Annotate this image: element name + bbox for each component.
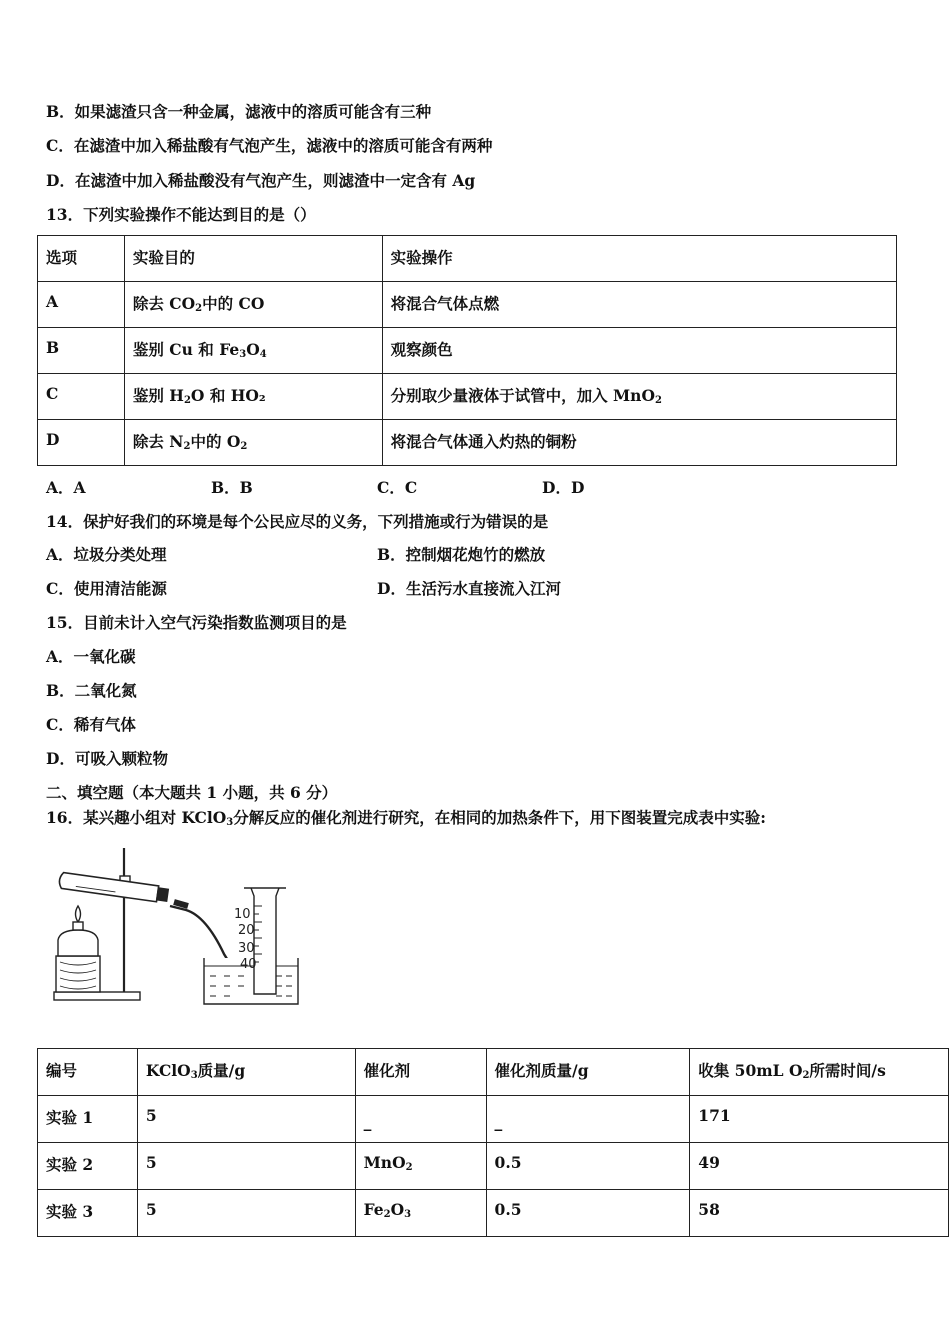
table-row [38,1096,949,1143]
q14-stem: 14．保护好我们的环境是每个公民应尽的义务，下列措施或行为错误的是 [46,512,549,531]
header-text: 质量/g [197,1061,246,1080]
catalyst-text: MnO [363,1153,406,1172]
header-cell: 编号 [38,1049,138,1096]
header-text: 所需时间/s [809,1061,886,1080]
header-cell: 选项 [38,236,125,282]
option-cell: A [38,282,125,328]
subscript: 2 [183,441,191,452]
option-cell: D [38,420,125,466]
subscript: 3 [226,817,234,828]
operation-cell [382,374,896,420]
subscript: 2 [405,1162,413,1173]
subscript: 3 [404,1209,412,1220]
header-cell [690,1049,949,1096]
subscript: 2 [802,1070,810,1081]
operation-text: 分别取少量液体于试管中，加入 MnO [390,386,655,405]
kclo3-cell: 5 [137,1143,355,1190]
table-row [38,282,897,328]
q12-option-c: C．在滤渣中加入稀盐酸有气泡产生，滤液中的溶质可能含有两种 [46,136,493,155]
cylinder-mark-30: 30 [238,941,255,956]
goal-text: 除去 CO [132,294,196,313]
kclo3-cell: 5 [137,1190,355,1237]
catalyst-mass-cell: 0.5 [486,1190,690,1237]
table-row [38,1143,949,1190]
table-header-row [38,236,897,282]
q15-stem: 15．目前未计入空气污染指数监测项目的是 [46,613,347,632]
table-row [38,420,897,466]
time-cell: 58 [690,1190,949,1237]
operation-cell: 将混合气体通入灼热的铜粉 [382,420,896,466]
option-cell: B [38,328,125,374]
q16-table [37,1048,949,1237]
alcohol-lamp [58,930,98,956]
q15-option-c: C．稀有气体 [46,715,136,734]
q13-answer-c: C．C [377,478,418,497]
catalyst-mass-cell [486,1096,690,1143]
table-row [38,328,897,374]
catalyst-mass-text: _ [494,1112,503,1131]
table-row [38,374,897,420]
q13-answer-d: D．D [542,478,585,497]
header-cell: 实验操作 [382,236,896,282]
goal-text: 中的 O [190,432,241,451]
q13-table [37,235,897,466]
goal-cell [124,282,382,328]
id-cell: 实验 2 [38,1143,138,1190]
experiment-apparatus-diagram [46,844,306,1010]
id-cell: 实验 1 [38,1096,138,1143]
q16-stem [46,808,766,833]
header-cell: 实验目的 [124,236,382,282]
q16-stem-text: 16．某兴趣小组对 KClO [46,808,227,827]
q14-option-a: A．垃圾分类处理 [46,545,167,564]
subscript: 2 [383,1209,391,1220]
subscript: 2 [240,441,248,452]
catalyst-text: _ [363,1112,372,1131]
subscript: 2 [654,395,662,406]
id-cell: 实验 3 [38,1190,138,1237]
operation-cell: 将混合气体点燃 [382,282,896,328]
goal-cell [124,374,382,420]
cylinder-mark-20: 20 [238,923,255,938]
goal-text: O [246,340,260,359]
table-row [38,1190,949,1237]
subscript: 2 [195,303,203,314]
cylinder-mark-40: 40 [240,957,257,972]
header-text: KClO [145,1061,191,1080]
goal-cell [124,420,382,466]
goal-text: 中的 CO [202,294,265,313]
time-cell: 171 [690,1096,949,1143]
subscript: 3 [239,349,247,360]
goal-text: 鉴别 Cu 和 Fe [132,340,240,359]
goal-text: 鉴别 H [132,386,184,405]
goal-text: O 和 H [190,386,246,405]
table-header-row [38,1049,949,1096]
q13-answer-b: B．B [211,478,253,497]
q16-stem-text: 分解反应的催化剂进行研究，在相同的加热条件下，用下图装置完成表中实验: [233,808,766,827]
header-cell: 催化剂 [355,1049,486,1096]
catalyst-cell [355,1190,486,1237]
q15-option-b: B．二氧化氮 [46,681,137,700]
section-title: 二、填空题（本大题共 1 小题，共 6 分） [46,783,338,802]
goal-text: 除去 N [132,432,184,451]
q13-stem: 13．下列实验操作不能达到目的是（） [46,205,316,224]
subscript: 4 [259,349,267,360]
q15-option-a: A．一氧化碳 [46,647,136,666]
cylinder-mark-10: 10 [234,907,251,922]
q14-option-b: B．控制烟花炮竹的燃放 [377,545,546,564]
header-text: 收集 50mL O [698,1061,803,1080]
catalyst-cell [355,1143,486,1190]
q15-option-d: D．可吸入颗粒物 [46,749,168,768]
catalyst-text: O [390,1200,405,1219]
subscript: 3 [190,1070,198,1081]
kclo3-cell: 5 [137,1096,355,1143]
header-cell [137,1049,355,1096]
stand-base [54,992,140,1000]
option-cell: C [38,374,125,420]
q14-option-d: D．生活污水直接流入江河 [377,579,561,598]
operation-cell: 观察颜色 [382,328,896,374]
q12-option-d: D．在滤渣中加入稀盐酸没有气泡产生，则滤渣中一定含有 Ag [46,171,476,190]
q13-answer-a: A．A [46,478,86,497]
catalyst-text: Fe [363,1200,384,1219]
subscript: 2 [183,395,191,406]
q12-option-b: B．如果滤渣只含一种金属，滤液中的溶质可能含有三种 [46,102,432,121]
q14-option-c: C．使用清洁能源 [46,579,167,598]
catalyst-cell [355,1096,486,1143]
header-cell: 催化剂质量/g [486,1049,690,1096]
time-cell: 49 [690,1143,949,1190]
test-tube [58,872,168,903]
goal-cell [124,328,382,374]
goal-text: O₂ [245,386,266,405]
flame [76,906,81,922]
catalyst-mass-cell: 0.5 [486,1143,690,1190]
